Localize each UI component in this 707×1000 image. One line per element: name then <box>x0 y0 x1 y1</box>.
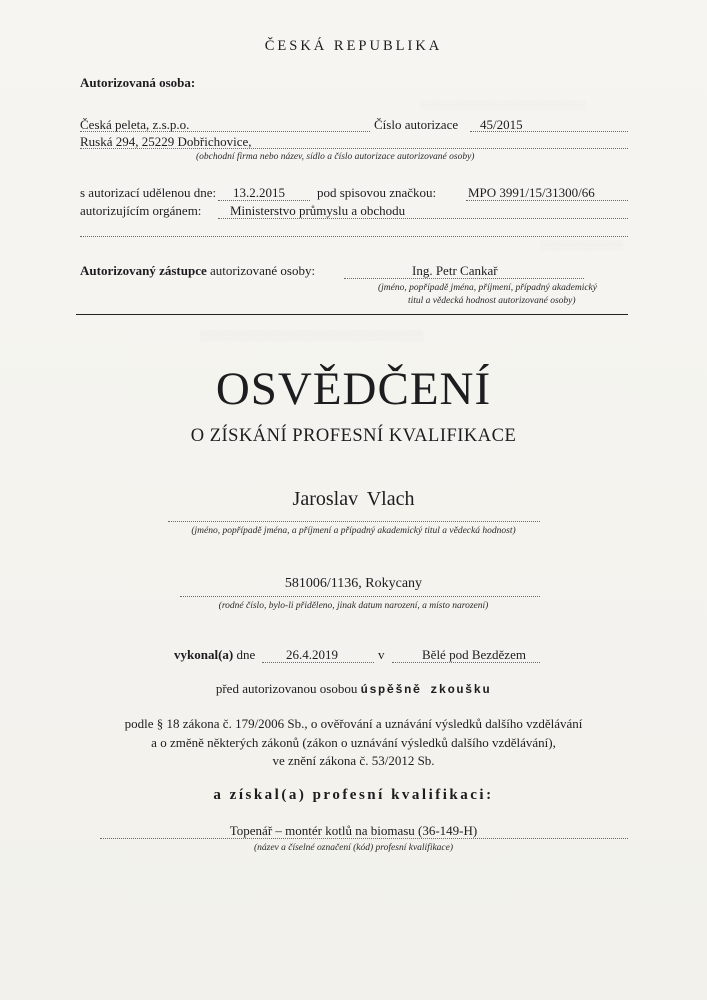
authorized-person-name: Česká peleta, z.s.p.o. <box>80 117 190 132</box>
exam-place: Bělé pod Bezdězem <box>422 647 526 662</box>
authorized-person-hint: (obchodní firma nebo název, sídlo a číslo autorizace autorizované osoby) <box>196 152 475 162</box>
law-line-2: a o změně některých zákonů (zákon o uznávání výsledků dalšího vzdělávání), <box>151 735 556 750</box>
performed-label: vykonal(a) <box>174 647 234 662</box>
background-texture: ▒▒▒▒▒▒▒▒▒▒▒▒▒▒▒▒▒▒▒▒▒▒▒▒▒▒ <box>420 100 586 110</box>
representative-label <box>80 263 315 279</box>
authorized-person-label: Autorizovaná osoba: <box>80 75 196 90</box>
authority-label: autorizujícím orgánem: <box>80 203 202 218</box>
law-line-3: ve znění zákona č. 53/2012 Sb. <box>272 753 435 768</box>
certificate-subtitle: O ZÍSKÁNÍ PROFESNÍ KVALIFIKACE <box>190 426 517 446</box>
qualification-hint: (název a číselné označení (kód) profesní kvalifikace) <box>253 843 454 853</box>
exam-date: 26.4.2019 <box>286 647 338 662</box>
exam-before-text: před autorizovanou osobou <box>215 681 358 696</box>
granted-label: s autorizací udělenou dne: <box>80 185 217 200</box>
qualification-name: Topenář – montér kotlů na biomasu (36-149-H) <box>229 823 478 838</box>
representative-hint-1: (jméno, popřípadě jména, příjmení, případný akademický <box>378 283 597 293</box>
dotted-line <box>80 131 370 132</box>
authorized-person-address: Ruská 294, 25229 Dobřichovice, <box>80 134 252 149</box>
file-number: MPO 3991/15/31300/66 <box>468 185 595 200</box>
dotted-line <box>466 200 628 201</box>
section-divider <box>76 314 628 315</box>
authorization-number: 45/2015 <box>480 117 523 132</box>
authority-name: Ministerstvo průmyslu a obchodu <box>230 203 406 218</box>
dotted-line <box>392 662 540 663</box>
day-label: dne <box>236 647 256 662</box>
holder-birth: 581006/1136, Rokycany <box>284 576 423 591</box>
dotted-line <box>218 200 310 201</box>
dotted-line <box>168 521 540 522</box>
place-label: v <box>378 647 385 662</box>
authorization-number-label: Číslo autorizace <box>374 117 459 132</box>
dotted-line <box>100 838 628 839</box>
certificate-title: OSVĚDČENÍ <box>215 363 492 415</box>
dotted-line <box>80 236 628 237</box>
dotted-line <box>344 278 584 279</box>
representative-hint-2: titul a vědecká hodnost autorizované osoby) <box>408 296 576 306</box>
law-line-1: podle § 18 zákona č. 179/2006 Sb., o ověřování a uznávání výsledků dalšího vzdělávání <box>124 716 583 731</box>
background-texture: ▒▒▒▒▒▒▒▒▒▒▒▒▒ <box>540 240 623 250</box>
representative-name: Ing. Petr Cankař <box>412 263 498 278</box>
dotted-line <box>218 218 628 219</box>
country-heading: ČESKÁ REPUBLIKA <box>264 38 443 54</box>
file-number-label: pod spisovou značkou: <box>317 185 437 200</box>
dotted-line <box>180 596 540 597</box>
background-texture: ▒▒▒▒▒▒▒▒▒▒▒▒▒▒▒▒▒▒▒▒▒▒▒▒▒▒▒▒▒▒▒▒▒▒▒ <box>200 330 424 340</box>
dotted-line <box>470 131 628 132</box>
holder-birth-hint: (rodné číslo, bylo-li přiděleno, jinak datum narození, a místo narození) <box>218 601 489 611</box>
exam-success-text: úspěšně zkoušku <box>360 683 492 697</box>
dotted-line <box>262 662 374 663</box>
holder-name-hint: (jméno, popřípadě jména, a příjmení a případný akademický titul a vědecká hodnost) <box>191 526 516 536</box>
representative-label-bold: Autorizovaný zástupce <box>80 263 207 278</box>
holder-name: Jaroslav Vlach <box>292 488 415 510</box>
granted-date: 13.2.2015 <box>233 185 285 200</box>
representative-label-rest: autorizované osoby: <box>210 263 316 278</box>
dotted-line <box>80 148 628 149</box>
qualification-heading: a získal(a) profesní kvalifikaci: <box>213 787 494 803</box>
exam-before-line <box>0 681 707 697</box>
exam-line <box>174 647 255 663</box>
